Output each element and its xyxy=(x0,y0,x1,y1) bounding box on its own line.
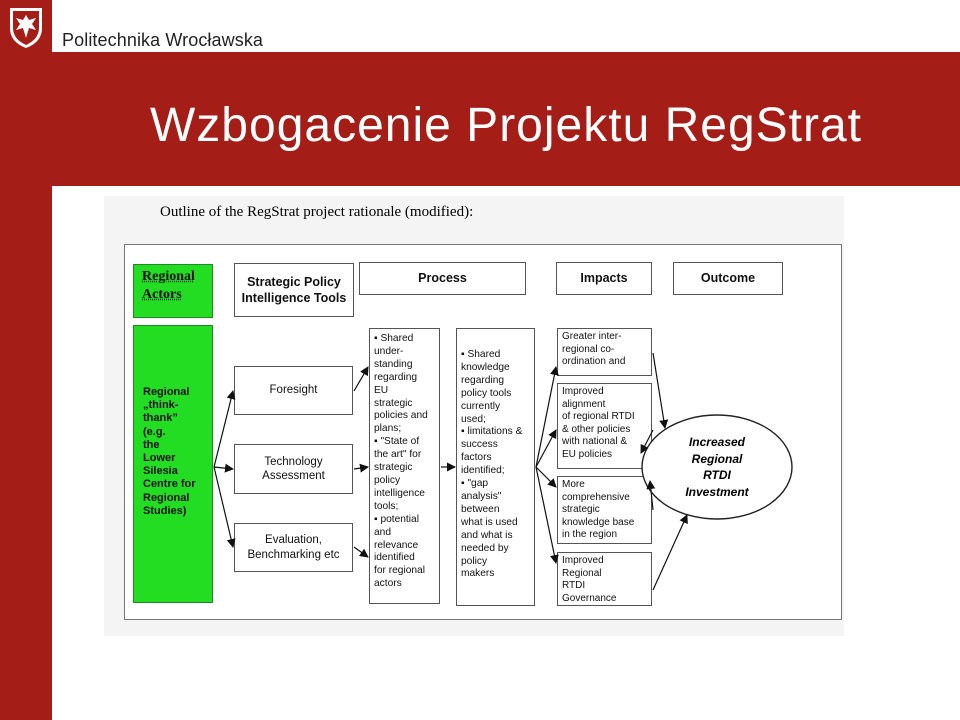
impact-knowledge-base: More comprehensive strategic knowledge base in the region xyxy=(557,476,652,544)
header-impacts: Impacts xyxy=(556,262,652,295)
diagram-figure xyxy=(104,196,844,636)
arrow-actor-to-foresight xyxy=(214,391,233,467)
impact-alignment: Improved alignment of regional RTDI & other policies with national & EU policies xyxy=(557,383,652,469)
left-brand-band xyxy=(0,0,52,720)
header-process: Process xyxy=(359,262,526,295)
university-name: Politechnika Wrocławska xyxy=(62,30,264,50)
arrow-process-to-governance xyxy=(536,467,556,563)
tool-technology-assessment: Technology Assessment xyxy=(234,444,353,494)
impact-governance: Improved Regional RTDI Governance xyxy=(557,552,652,606)
tool-foresight: Foresight xyxy=(234,366,353,415)
arrow-process-to-alignment xyxy=(536,430,556,467)
slide-title: Wzbogacenie Projektu RegStrat xyxy=(150,99,863,152)
arrow-actor-to-evaluation xyxy=(214,467,233,547)
regional-actor-box: Regional „think- thank” (e.g. the Lower Silesia Centre for Regional Studies) xyxy=(133,325,213,603)
title-band xyxy=(52,52,960,186)
university-logo xyxy=(0,0,52,52)
arrow-actor-to-technology xyxy=(214,467,233,469)
outcome-label: Increased Regional RTDI Investment xyxy=(685,435,749,499)
outcome-node xyxy=(642,415,792,519)
figure-title: Outline of the RegStrat project rationale (modified): xyxy=(160,204,474,220)
eagle-crest-icon xyxy=(0,0,52,52)
header-policy-tools: Strategic Policy Intelligence Tools xyxy=(234,263,354,317)
arrow-evaluation-to-process xyxy=(354,547,368,557)
header-regional-actors: Regional Actors xyxy=(133,264,213,318)
diagram-frame xyxy=(124,244,842,620)
arrow-process-to-coordination xyxy=(536,367,556,467)
header-outcome: Outcome xyxy=(673,262,783,295)
arrow-governance-to-outcome xyxy=(653,515,687,590)
process-column-1: ▪ Shared under- standing regarding EU strategic policies and plans; ▪ "State of the art" for strategic policy intelligence tools; ▪ potential and relevance identified for regional actors xyxy=(369,328,440,604)
tool-evaluation-benchmarking: Evaluation, Benchmarking etc xyxy=(234,523,353,572)
arrow-foresight-to-process xyxy=(354,367,368,391)
impact-coordination: Greater inter- regional co- ordination and xyxy=(557,328,652,376)
arrow-technology-to-process xyxy=(354,467,368,469)
process-column-2: ▪ Shared knowledge regarding policy tools currently used; ▪ limitations & success factors identified; ▪ "gap analysis" between what is used and what is needed by policy makers xyxy=(456,328,535,606)
